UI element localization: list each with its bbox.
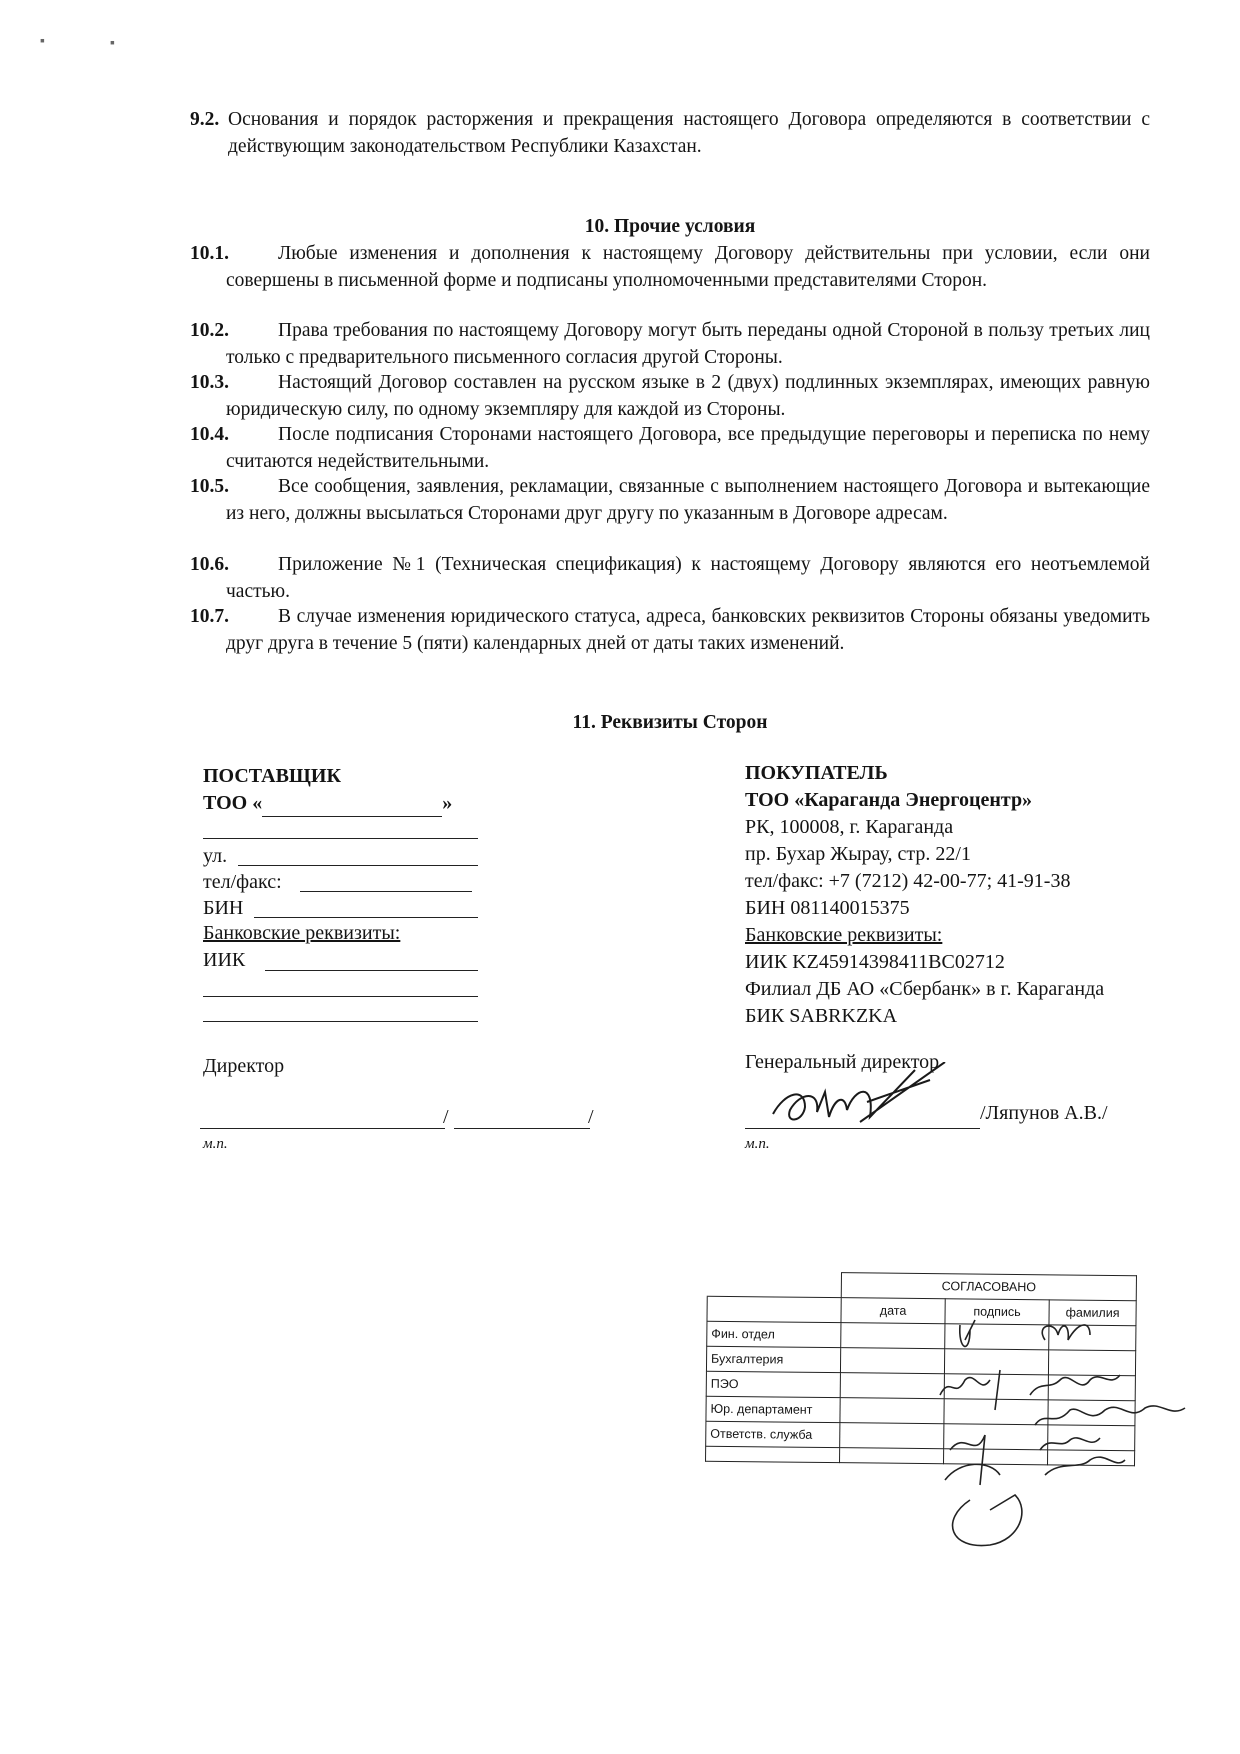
supplier-bin: [203, 895, 243, 922]
supplier-stamp-label: м.п.: [203, 1136, 228, 1152]
supplier-block: [203, 763, 503, 817]
supplier-line-1[interactable]: [203, 838, 478, 839]
buyer-role: ПОКУПАТЕЛЬ: [745, 762, 888, 784]
approval-bottom-blank: [706, 1446, 840, 1462]
buyer-signer-title: Генеральный директор: [745, 1051, 940, 1073]
supplier-phone-label: тел/факс:: [203, 871, 282, 893]
buyer-iik: ИИК KZ45914398411BC02712: [745, 951, 1005, 973]
supplier-iik: [203, 947, 245, 974]
buyer-signature-icon: [765, 1062, 955, 1142]
clause-text: Все сообщения, заявления, рекламации, связанные с выполнением настоящего Договора и вытекающие из него, должны высылаться Сторонами друг другу по указанным в Договоре адресам.: [226, 476, 1150, 524]
supplier-signature-line[interactable]: [200, 1128, 445, 1129]
approval-row-label: ПЭО: [706, 1371, 840, 1397]
approval-cell-date: [840, 1398, 944, 1424]
approval-row-label: Юр. департамент: [706, 1396, 840, 1422]
approval-col-date: дата: [841, 1298, 945, 1324]
clause-number: 10.2.: [190, 320, 229, 341]
supplier-slash-2: /: [588, 1106, 594, 1128]
supplier-bin-label: БИН: [203, 897, 244, 919]
buyer-bank-label: Банковские реквизиты:: [745, 924, 943, 946]
clause-text: Настоящий Договор составлен на русском языке в 2 (двух) подлинных экземплярах, имеющих равную юридическую силу, по одному экземпляру для каждой из Стороны.: [226, 372, 1150, 420]
supplier-line-3[interactable]: [203, 1021, 478, 1022]
clause-text: Приложение №1 (Техническая спецификация) к настоящему Договору являются его неотъемлемой частью.: [226, 554, 1150, 602]
approval-corner-cell: [707, 1271, 841, 1297]
clause-text: В случае изменения юридического статуса, адреса, банковских реквизитов Стороны обязаны уведомить друг друга в течение 5 (пяти) календарных дней от даты таких изменений.: [226, 606, 1150, 654]
supplier-phone-field[interactable]: [300, 891, 472, 892]
approval-header-blank: [707, 1296, 841, 1322]
supplier-org-field[interactable]: [262, 796, 442, 817]
supplier-line-2[interactable]: [203, 996, 478, 997]
clause-text: После подписания Сторонами настоящего Договора, все предыдущие переговоры и переписка по нему считаются недействительными.: [226, 424, 1150, 472]
supplier-slash-1: /: [443, 1106, 449, 1128]
approval-row-label: Фин. отдел: [707, 1321, 841, 1347]
approval-cell-date: [840, 1423, 944, 1449]
buyer-signer-name: /Ляпунов А.В./: [980, 1102, 1108, 1124]
clause-number: 10.7.: [190, 606, 229, 627]
clause-10-3: [190, 369, 1150, 423]
buyer-block: [745, 760, 1165, 1030]
supplier-street-label: ул.: [203, 845, 228, 867]
clause-number: 10.5.: [190, 476, 229, 497]
clause-number: 10.4.: [190, 424, 229, 445]
supplier-role: ПОСТАВЩИК: [203, 765, 341, 787]
supplier-name-line[interactable]: [454, 1128, 590, 1129]
scan-mark: ▪: [110, 36, 115, 51]
buyer-stamp-label: м.п.: [745, 1136, 770, 1152]
supplier-phone: [203, 869, 282, 896]
clause-10-2: [190, 317, 1150, 371]
clause-10-4: [190, 421, 1150, 475]
approval-col-signature: подпись: [945, 1299, 1049, 1325]
supplier-iik-field[interactable]: [265, 970, 478, 971]
clause-number: 10.6.: [190, 554, 229, 575]
clause-text: Права требования по настоящему Договору могут быть переданы одной Стороной в пользу третьих лиц только с предварительного письменного согласия другой Стороны.: [226, 320, 1150, 368]
clause-number: 10.1.: [190, 243, 229, 264]
approval-cell-date: [840, 1373, 944, 1399]
buyer-bin: БИН 081140015375: [745, 897, 910, 919]
clause-text: Любые изменения и дополнения к настоящему Договору действительны при условии, если они совершены в письменной форме и подписаны уполномоченными представителями Сторон.: [226, 243, 1150, 291]
section-11-title: 11. Реквизиты Сторон: [572, 712, 768, 733]
approval-row-label: Ответств. служба: [706, 1421, 840, 1447]
approval-signatures-icon: [930, 1310, 1220, 1550]
section-10-title: 10. Прочие условия: [584, 216, 756, 237]
approval-title: СОГЛАСОВАНО: [841, 1273, 1136, 1301]
clause-number: 10.3.: [190, 372, 229, 393]
buyer-address-1: РК, 100008, г. Караганда: [745, 816, 954, 838]
supplier-org-prefix: ТОО «: [203, 792, 263, 814]
approval-row-label: Бухгалтерия: [706, 1346, 840, 1372]
supplier-bank-label: Банковские реквизиты:: [203, 922, 401, 944]
supplier-bin-field[interactable]: [254, 917, 478, 918]
buyer-phone: тел/факс: +7 (7212) 42-00-77; 41-91-38: [745, 870, 1071, 892]
approval-col-surname: фамилия: [1049, 1300, 1136, 1326]
buyer-bik: БИК SABRKZKA: [745, 1005, 898, 1027]
clause-10-6: [190, 551, 1150, 605]
buyer-org: ТОО «Караганда Энергоцентр»: [745, 789, 1033, 811]
approval-bottom-blank: [840, 1448, 944, 1464]
clause-number: 9.2.: [190, 109, 220, 130]
scan-mark: ▪: [40, 34, 45, 49]
supplier-signer-title: Директор: [203, 1055, 285, 1077]
supplier-iik-label: ИИК: [203, 949, 246, 971]
clause-text: Основания и порядок расторжения и прекращения настоящего Договора определяются в соответствии с действующим законодательством Республики Казахстан.: [228, 109, 1150, 157]
supplier-street: [203, 843, 227, 870]
supplier-org: [203, 790, 503, 817]
clause-10-1: [190, 240, 1150, 294]
clause-9-2: [190, 106, 1150, 160]
supplier-street-field[interactable]: [238, 865, 478, 866]
clause-10-7: [190, 603, 1150, 657]
clause-10-5: [190, 473, 1150, 527]
supplier-org-suffix: »: [442, 792, 453, 814]
buyer-bank-name: Филиал ДБ АО «Сбербанк» в г. Караганда: [745, 978, 1105, 1000]
buyer-address-2: пр. Бухар Жырау, стр. 22/1: [745, 843, 971, 865]
